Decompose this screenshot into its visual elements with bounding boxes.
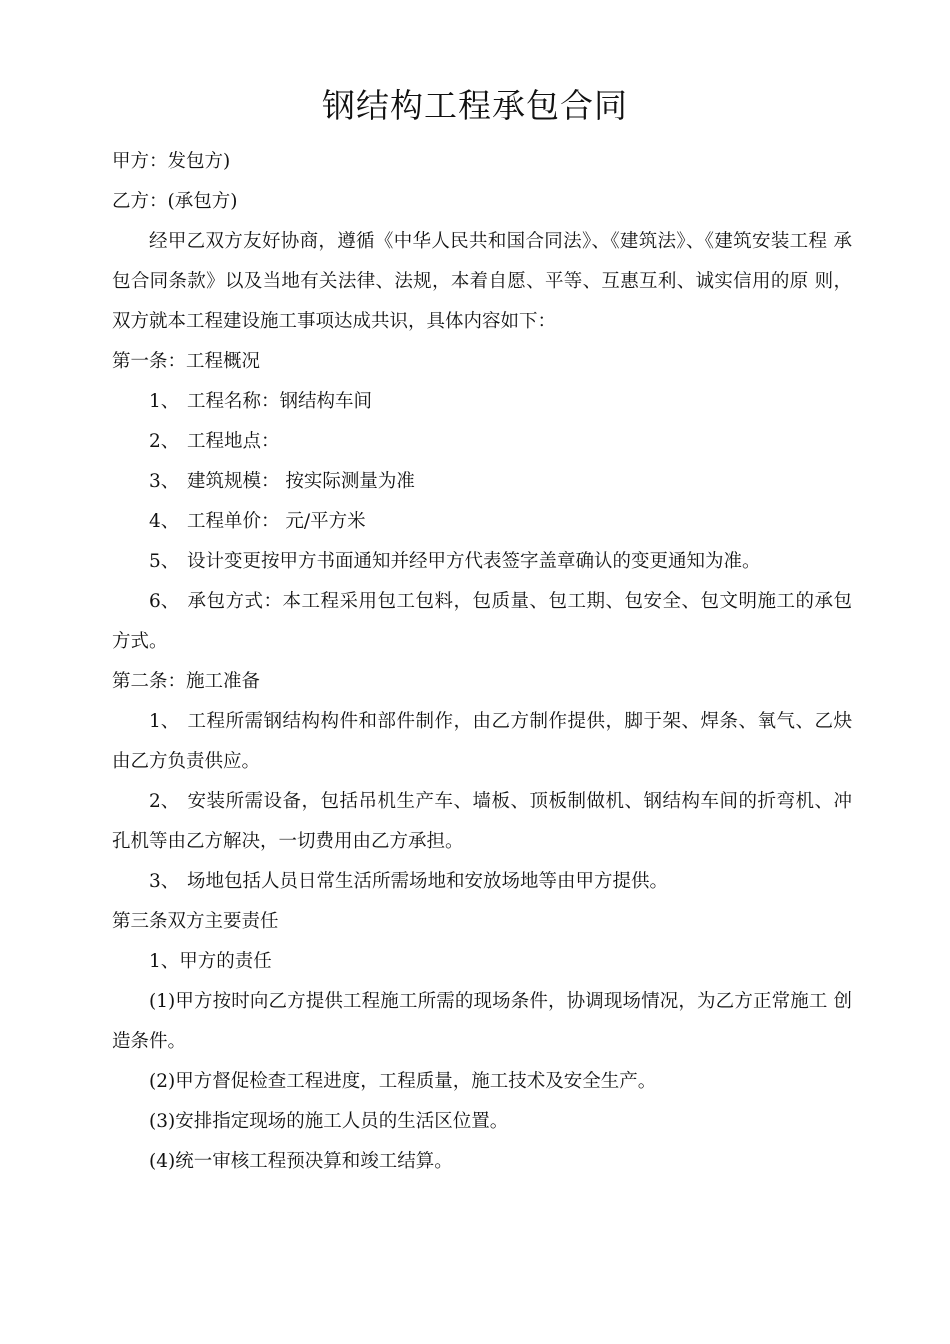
- item-number: 2、: [149, 791, 180, 812]
- item-text: 设计变更按甲方书面通知并经甲方代表签字盖章确认的变更通知为准。: [187, 551, 761, 572]
- item-text: 场地包括人员日常生活所需场地和安放场地等由甲方提供。: [187, 871, 669, 892]
- article-1-item-4: [112, 502, 852, 542]
- document-body: [112, 142, 852, 1182]
- item-number: 6、: [149, 591, 180, 612]
- item-number: (4): [149, 1151, 176, 1172]
- article-1-item-6: [112, 582, 852, 662]
- article-3-item-2: [112, 1062, 852, 1102]
- item-number: 1、: [149, 391, 180, 412]
- document-title: 钢结构工程承包合同: [322, 86, 628, 125]
- article-2-item-3: [112, 862, 852, 902]
- item-text: 工程单价： 元/平方米: [187, 511, 366, 532]
- article-3-heading: 第三条双方主要责任: [112, 911, 279, 932]
- preamble-paragraph: 经甲乙双方友好协商，遵循《中华人民共和国合同法》、《建筑法》、《建筑安装工程 承包合同条款》以及当地有关法律、法规，本着自愿、平等、互惠互利、诚实信用的原 则，双方就本工程建设施工事项达成共识，具体内容如下：: [112, 231, 852, 332]
- article-3-sub-heading: 1、甲方的责任: [149, 951, 272, 972]
- party-a-line: 甲方：发包方): [112, 151, 231, 172]
- item-number: 3、: [149, 871, 180, 892]
- item-number: 4、: [149, 511, 180, 532]
- article-1-item-2: [112, 422, 852, 462]
- article-3-item-4: [112, 1142, 852, 1182]
- item-text: 建筑规模： 按实际测量为准: [187, 471, 415, 492]
- item-number: (3): [149, 1111, 176, 1132]
- item-text: 工程地点：: [187, 431, 280, 452]
- item-number: 5、: [149, 551, 180, 572]
- article-2-heading: 第二条：施工准备: [112, 671, 261, 692]
- item-text: 安装所需设备，包括吊机生产车、墙板、顶板制做机、钢结构车间的折弯机、冲孔机等由乙方解决，一切费用由乙方承担。: [112, 791, 852, 852]
- item-text: 承包方式：本工程采用包工包料，包质量、包工期、包安全、包文明施工的承包方式。: [112, 591, 852, 652]
- item-text: 工程名称：钢结构车间: [187, 391, 373, 412]
- item-text: 统一审核工程预决算和竣工结算。: [175, 1151, 453, 1172]
- article-1-heading: 第一条：工程概况: [112, 351, 261, 372]
- item-text: 甲方督促检查工程进度，工程质量，施工技术及安全生产。: [175, 1071, 657, 1092]
- item-number: (1): [149, 991, 176, 1012]
- item-text: 安排指定现场的施工人员的生活区位置。: [175, 1111, 509, 1132]
- article-1-item-1: [112, 382, 852, 422]
- item-number: 1、: [149, 711, 180, 732]
- article-2-item-2: [112, 782, 852, 862]
- party-b-line: 乙方：(承包方): [112, 191, 238, 212]
- item-text: 工程所需钢结构构件和部件制作，由乙方制作提供，脚于架、焊条、氧气、乙炔 由乙方负责供应。: [112, 711, 852, 772]
- item-number: 3、: [149, 471, 180, 492]
- item-text: 甲方按时向乙方提供工程施工所需的现场条件，协调现场情况，为乙方正常施工 创造条件。: [112, 991, 852, 1052]
- item-number: 2、: [149, 431, 180, 452]
- article-1-item-5: [112, 542, 852, 582]
- article-1-item-3: [112, 462, 852, 502]
- article-3-item-1: [112, 982, 852, 1062]
- article-2-item-1: [112, 702, 852, 782]
- item-number: (2): [149, 1071, 176, 1092]
- article-3-item-3: [112, 1102, 852, 1142]
